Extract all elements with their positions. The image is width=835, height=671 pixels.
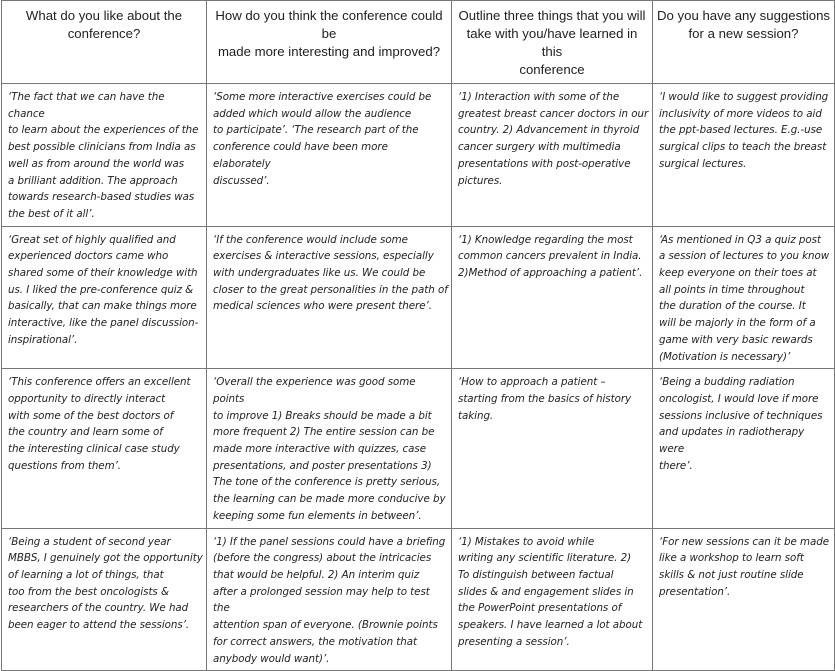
- header-liked: What do you like about the conference?: [2, 1, 207, 84]
- cell-improvements: ‘If the conference would include some exercises & interactive sessions, especially with undergraduates like us. We could be closer to the great personalities in the path of medical sciences who were present there’.: [207, 226, 452, 369]
- cell-takeaways: ‘1) Interaction with some of the greatest breast cancer doctors in our country. 2) Advancement in thyroid cancer surgery with multimedia presentations with post-operative pictures.: [452, 84, 653, 227]
- header-row: [2, 1, 835, 84]
- cell-improvements: ‘Overall the experience was good some points to improve 1) Breaks should be made a bit more frequent 2) The entire session can be made more interactive with quizzes, case presentations, and poster presentations 3) The tone of the conference is pretty serious, the learning can be made more conducive by keeping some fun elements in between’.: [207, 369, 452, 528]
- cell-liked: ‘Being a student of second year MBBS, I genuinely got the opportunity of learning a lot of things, that too from the best oncologists & researchers of the country. We had been eager to attend the sessions’.: [2, 528, 207, 671]
- cell-takeaways: ‘1) Knowledge regarding the most common cancers prevalent in India. 2)Method of approaching a patient’.: [452, 226, 653, 369]
- cell-suggestions: ‘For new sessions can it be made like a workshop to learn soft skills & not just routine slide presentation’.: [653, 528, 835, 671]
- cell-suggestions: ‘Being a budding radiation oncologist, I would love if more sessions inclusive of techniques and updates in radiotherapy were there’.: [653, 369, 835, 528]
- cell-improvements: ‘Some more interactive exercises could be added which would allow the audience to participate’. ‘The research part of the conference could have been more elaborately discussed’.: [207, 84, 452, 227]
- header-suggestions: Do you have any suggestions for a new session?: [653, 1, 835, 84]
- cell-suggestions: ‘As mentioned in Q3 a quiz post a session of lectures to you know keep everyone on their toes at all points in time throughout the duration of the course. It will be majorly in the form of a game with very basic rewards (Motivation is necessary)’: [653, 226, 835, 369]
- cell-suggestions: ‘I would like to suggest providing inclusivity of more videos to aid the ppt-based lectures. E.g.-use surgical clips to teach the breast surgical lectures.: [653, 84, 835, 227]
- cell-improvements: ‘1) If the panel sessions could have a briefing (before the congress) about the intricacies that would be helpful. 2) An interim quiz after a prolonged session may help to test the attention span of everyone. (Brownie points for correct answers, the motivation that anybody would want)’.: [207, 528, 452, 671]
- cell-liked: ‘This conference offers an excellent opportunity to directly interact with some of the best doctors of the country and learn some of the interesting clinical case study questions from them’.: [2, 369, 207, 528]
- cell-takeaways: ‘How to approach a patient – starting from the basics of history taking.: [452, 369, 653, 528]
- table-row: [2, 84, 835, 227]
- table-row: [2, 528, 835, 671]
- table-row: [2, 369, 835, 528]
- cell-liked: ‘The fact that we can have the chance to learn about the experiences of the best possible clinicians from India as well as from around the world was a brilliant addition. The approach towards research-based studies was the best of it all’.: [2, 84, 207, 227]
- table-body: [2, 84, 835, 671]
- cell-liked: ‘Great set of highly qualified and experienced doctors came who shared some of their knowledge with us. I liked the pre-conference quiz & basically, that can make things more interactive, like the panel discussion- inspirational’.: [2, 226, 207, 369]
- feedback-table: [1, 0, 835, 671]
- header-takeaways: Outline three things that you will take with you/have learned in this conference: [452, 1, 653, 84]
- cell-takeaways: ‘1) Mistakes to avoid while writing any scientific literature. 2) To distinguish between factual slides & and engagement slides in the PowerPoint presentations of speakers. I have learned a lot about presenting a session’.: [452, 528, 653, 671]
- table-header: [2, 1, 835, 84]
- table-row: [2, 226, 835, 369]
- header-improvements: How do you think the conference could be made more interesting and improved?: [207, 1, 452, 84]
